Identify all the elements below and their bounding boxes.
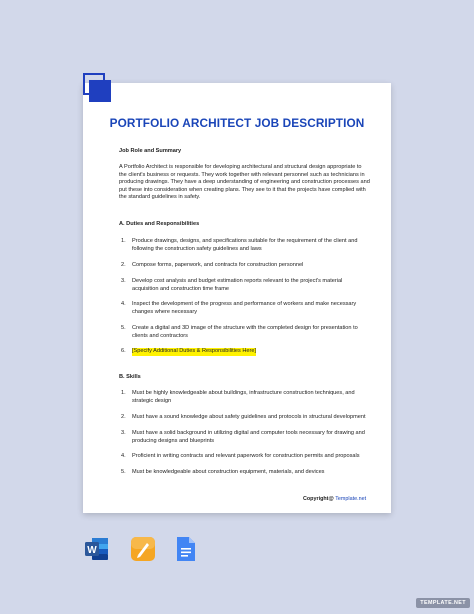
placeholder-duty: [Specify Additional Duties & Responsibilities Here] [132,348,257,354]
duty-line: Develop cost analysis and budget estimation reports relevant to the project's material [132,278,343,284]
duty-line: Compose forms, paperwork, and contracts for construction personnel [132,262,304,268]
skill-line: producing designs and blueprints [132,437,215,444]
duty-line: clients and contractors [132,332,188,339]
summary-line: put these into consideration when creating plans. They see to it that the projects have complied with [119,186,366,193]
list-number: 5. [121,325,126,331]
watermark: TEMPLATE.NET [416,598,470,608]
summary-line: the client's business or requests. They work together with relevant personnel such as technicians in [119,171,365,178]
duty-line: acquisition and construction time frame [132,285,230,292]
duty-line: following the construction safety guidelines and laws [132,245,262,252]
copyright-label: Copyright@ [303,496,336,502]
skill-line: Must be knowledgeable about construction equipment, materials, and devices [132,469,325,475]
skill-line: Must have a solid background in utilizing digital and computer tools necessary for drawing and [132,430,365,436]
document-title: PORTFOLIO ARCHITECT JOB DESCRIPTION [109,116,365,130]
pages-icon[interactable] [130,535,156,563]
template-net-link[interactable]: Template.net [335,496,367,502]
template-logo [83,73,113,103]
list-number: 4. [121,453,126,459]
list-number: 1. [121,390,126,396]
skill-line: Must be highly knowledgeable about buildings, infrastructure construction techniques, and [132,390,355,396]
list-number: 1. [121,238,126,244]
list-number: 6. [121,348,126,354]
skill-line: strategic design [132,397,172,404]
skill-line: Proficient in writing contracts and relevant paperwork for construction permits and proposals [132,453,360,459]
duty-line: changes where necessary [132,308,197,315]
skills-heading: B. Skills [119,374,141,380]
duty-line: Inspect the development of the progress and performance of workers and make necessary [132,301,357,307]
summary-line: A Portfolio Architect is responsible for developing architectural and structural design appropriate to [119,164,362,170]
list-number: 2. [121,262,126,268]
duties-heading: A. Duties and Responsibilities [119,221,200,227]
summary-line: the standard guidelines in safety. [119,194,201,200]
summary-heading: Job Role and Summary [119,148,182,154]
list-number: 3. [121,278,126,284]
copyright-footer [303,496,366,502]
list-number: 3. [121,430,126,436]
skill-line: Must have a sound knowledge about safety guidelines and protocols in structural development [132,414,366,420]
google-docs-icon[interactable] [172,535,198,563]
word-icon[interactable] [84,535,110,563]
list-number: 2. [121,414,126,420]
list-number: 4. [121,301,126,307]
svg-text:W: W [87,545,97,556]
duty-line: Produce drawings, designs, and specifications suitable for the requirement of the client and [132,238,358,244]
summary-line: producing drawings. They have a deep understanding of engineering and construction processes and [119,179,370,185]
list-number: 5. [121,469,126,475]
duty-line: Create a digital and 3D image of the structure with the completed design for presentation to [132,325,358,331]
